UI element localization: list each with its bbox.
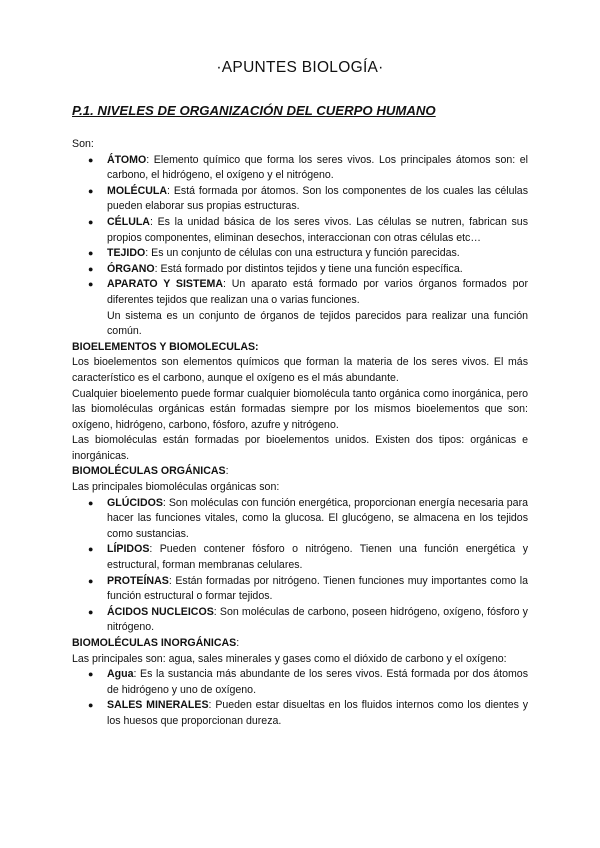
organic-intro: Las principales biomoléculas orgánicas son: (72, 481, 280, 494)
list-item (72, 605, 528, 636)
item-text: : Elemento químico que forma los seres vivos. Los principales átomos son: el carbono, el hidrógeno, el oxígeno y el nitrógeno. (107, 153, 528, 182)
inorganic-heading (72, 636, 528, 652)
item-term: GLÚCIDOS (107, 496, 163, 509)
list-item (72, 184, 528, 215)
item-term: PROTEÍNAS (107, 574, 169, 587)
item-term: APARATO Y SISTEMA (107, 278, 224, 291)
item-term: SALES MINERALES (107, 699, 209, 712)
item-term: ÓRGANO (107, 262, 155, 275)
item-term: LÍPIDOS (107, 543, 150, 556)
item-term: TEJIDO (107, 247, 146, 260)
item-term: CÉLULA (107, 215, 150, 228)
item-text: : Están formadas por nitrógeno. Tienen funciones muy importantes como la función estructural o formar tejidos. (107, 574, 528, 603)
list-item (72, 542, 528, 573)
item-text: : Son moléculas con función energética, proporcionan energía necesaria para hacer las funciones vitales, como la glucosa. El glucógeno, se almacena en los tejidos como sustancias. (107, 496, 528, 540)
item-text: : Pueden estar disueltas en los fluidos internos como los dientes y los huesos que proporcionan dureza. (107, 699, 529, 727)
list-item (72, 496, 528, 543)
organic-heading-text: BIOMOLÉCULAS ORGÁNICAS (72, 465, 226, 478)
inorganic-list (72, 667, 528, 729)
item-text: : Es la sustancia más abundante de los seres vivos. Está formada por dos átomos de hidrógeno y uno de oxígeno. (107, 668, 528, 696)
list-item (72, 262, 528, 278)
item-text: : Pueden contener fósforo o nitrógeno. Tienen una función energética y estructural, forman membranas celulares. (107, 543, 528, 572)
item-text: : Está formado por distintos tejidos y tiene una función específica. (154, 262, 463, 275)
section-heading: P.1. NIVELES DE ORGANIZACIÓN DEL CUERPO HUMANO (72, 103, 436, 118)
document-body (72, 137, 528, 730)
organic-heading (72, 464, 528, 480)
item-text: : Es la unidad básica de los seres vivos. Las células se nutren, fabrican sus propios componentes, eliminan desechos, interaccionan con otras células etc… (107, 215, 528, 244)
organic-list (72, 496, 528, 636)
inorganic-heading-colon: : (236, 637, 240, 649)
item-term: ÁCIDOS NUCLEICOS (107, 605, 214, 618)
item-text: : Un aparato está formado por varios órganos formados por diferentes tejidos que realizan una o varias funciones. (107, 278, 528, 306)
bio-heading: BIOELEMENTOS Y BIOMOLECULAS: (72, 340, 259, 353)
system-note: Un sistema es un conjunto de órganos de tejidos parecidos para realizar una función común. (107, 309, 528, 338)
list-item (72, 574, 528, 605)
inorganic-heading-text: BIOMOLÉCULAS INORGÁNICAS (72, 637, 237, 649)
organic-heading-colon: : (225, 465, 229, 478)
document-title: ·APUNTES BIOLOGÍA· (216, 59, 384, 76)
item-term: Agua (107, 668, 134, 681)
list-item (72, 215, 528, 246)
item-text: : Es un conjunto de células con una estructura y función parecidas. (145, 247, 460, 260)
levels-list (72, 153, 528, 309)
bio-paragraph-3: Las biomoléculas están formadas por bioelementos unidos. Existen dos tipos: orgánicas e inorgánicas. (72, 434, 528, 462)
list-item (72, 246, 528, 262)
item-term: ÁTOMO (107, 153, 147, 166)
inorganic-intro: Las principales son: agua, sales minerales y gases como el dióxido de carbono y el oxígeno: (72, 652, 507, 665)
item-term: MOLÉCULA (107, 184, 168, 197)
list-item (72, 153, 528, 184)
list-item (72, 698, 528, 729)
item-text: : Está formada por átomos. Son los componentes de los cuales las células pueden elaborar sus propias estructuras. (107, 184, 528, 213)
list-item (72, 277, 528, 308)
item-text: : Son moléculas de carbono, poseen hidrógeno, oxígeno, fósforo y nitrógeno. (107, 605, 528, 634)
bio-paragraph-2: Cualquier bioelemento puede formar cualquier biomolécula tanto orgánica como inorgánica, pero las biomoléculas orgánicas están formadas siempre por los mismos bioelementos que son: oxígeno, hidrógeno, carbono, fósforo, azufre y nitrógeno. (72, 387, 528, 431)
list-item (72, 667, 528, 698)
bio-paragraph-1: Los bioelementos son elementos químicos que forman la materia de los seres vivos. El más característico es el carbono, aunque el oxígeno es el más abundante. (72, 356, 528, 384)
intro-text: Son: (72, 138, 94, 150)
